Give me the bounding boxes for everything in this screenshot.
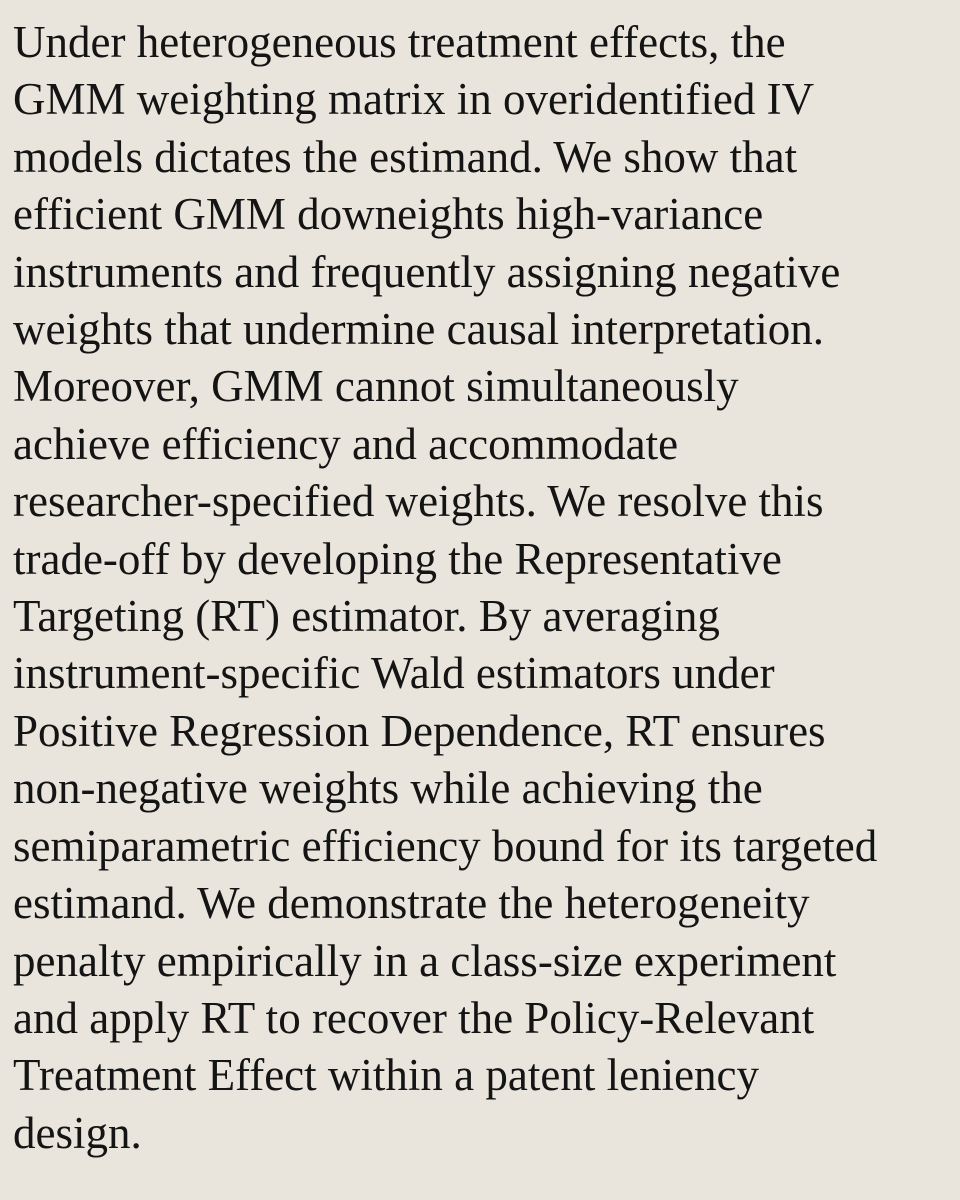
abstract-line: non-negative weights while achieving the <box>13 763 763 814</box>
abstract-line: Positive Regression Dependence, RT ensures <box>13 705 826 756</box>
abstract-text <box>13 14 960 1162</box>
abstract-line: models dictates the estimand. We show that <box>13 131 798 182</box>
abstract-line: efficient GMM downeights high-variance <box>13 189 764 240</box>
abstract-line: and apply RT to recover the Policy-Relevant <box>13 992 815 1043</box>
abstract-line: estimand. We demonstrate the heterogeneity <box>13 878 810 929</box>
abstract-line: Moreover, GMM cannot simultaneously <box>13 361 739 412</box>
abstract-line: design. <box>13 1107 142 1158</box>
abstract-line: GMM weighting matrix in overidentified IV <box>13 74 815 125</box>
abstract-line: Targeting (RT) estimator. By averaging <box>13 591 720 642</box>
abstract-line: instrument-specific Wald estimators under <box>13 648 775 699</box>
abstract-line: semiparametric efficiency bound for its targeted <box>13 820 878 871</box>
abstract-line: achieve efficiency and accommodate <box>13 418 679 469</box>
abstract-line: Under heterogeneous treatment effects, the <box>13 17 786 67</box>
abstract-line: penalty empirically in a class-size experiment <box>13 935 837 986</box>
abstract-line: Treatment Effect within a patent leniency <box>13 1050 760 1101</box>
abstract-line: researcher-specified weights. We resolve this <box>13 476 824 527</box>
abstract-line: trade-off by developing the Representative <box>13 533 782 584</box>
abstract-line: weights that undermine causal interpretation. <box>13 304 824 355</box>
abstract-line: instruments and frequently assigning negative <box>13 246 841 297</box>
